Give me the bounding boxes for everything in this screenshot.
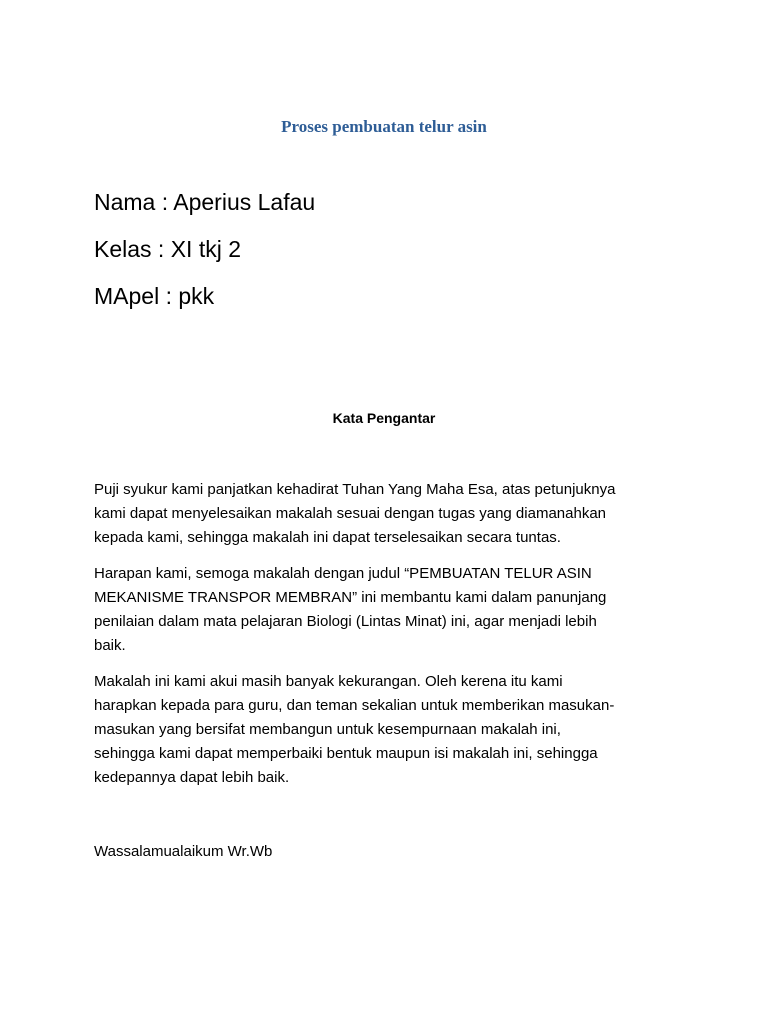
paragraph-line: kami dapat menyelesaikan makalah sesuai dengan tugas yang diamanahkan — [94, 505, 606, 522]
paragraph-line: harapkan kepada para guru, dan teman sekalian untuk memberikan masukan- — [94, 697, 615, 714]
paragraph-2 — [94, 562, 606, 658]
paragraph-line: masukan yang bersifat membangun untuk kesempurnaan makalah ini, — [94, 721, 561, 738]
paragraph-3 — [94, 670, 614, 790]
student-class: Kelas : XI tkj 2 — [94, 236, 242, 262]
paragraph-line: Harapan kami, semoga makalah dengan judul “PEMBUATAN TELUR ASIN — [94, 565, 592, 582]
paragraph-line: Puji syukur kami panjatkan kehadirat Tuhan Yang Maha Esa, atas petunjuknya — [94, 481, 616, 498]
document-title: Proses pembuatan telur asin — [281, 117, 487, 136]
paragraph-line: baik. — [94, 637, 126, 654]
subject: MApel : pkk — [94, 283, 215, 309]
student-name: Nama : Aperius Lafau — [94, 189, 316, 215]
paragraph-1 — [94, 478, 615, 550]
paragraph-line: MEKANISME TRANSPOR MEMBRAN” ini membantu kami dalam panunjang — [94, 589, 607, 606]
closing-greeting: Wassalamualaikum Wr.Wb — [94, 843, 273, 860]
paragraph-line: penilaian dalam mata pelajaran Biologi (Lintas Minat) ini, agar menjadi lebih — [94, 613, 597, 630]
paragraph-line: sehingga kami dapat memperbaiki bentuk maupun isi makalah ini, sehingga — [94, 745, 598, 762]
section-heading: Kata Pengantar — [332, 410, 436, 426]
paragraph-line: kepada kami, sehingga makalah ini dapat terselesaikan secara tuntas. — [94, 529, 561, 546]
paragraph-line: kedepannya dapat lebih baik. — [94, 769, 290, 786]
paragraph-line: Makalah ini kami akui masih banyak kekurangan. Oleh kerena itu kami — [94, 673, 563, 690]
